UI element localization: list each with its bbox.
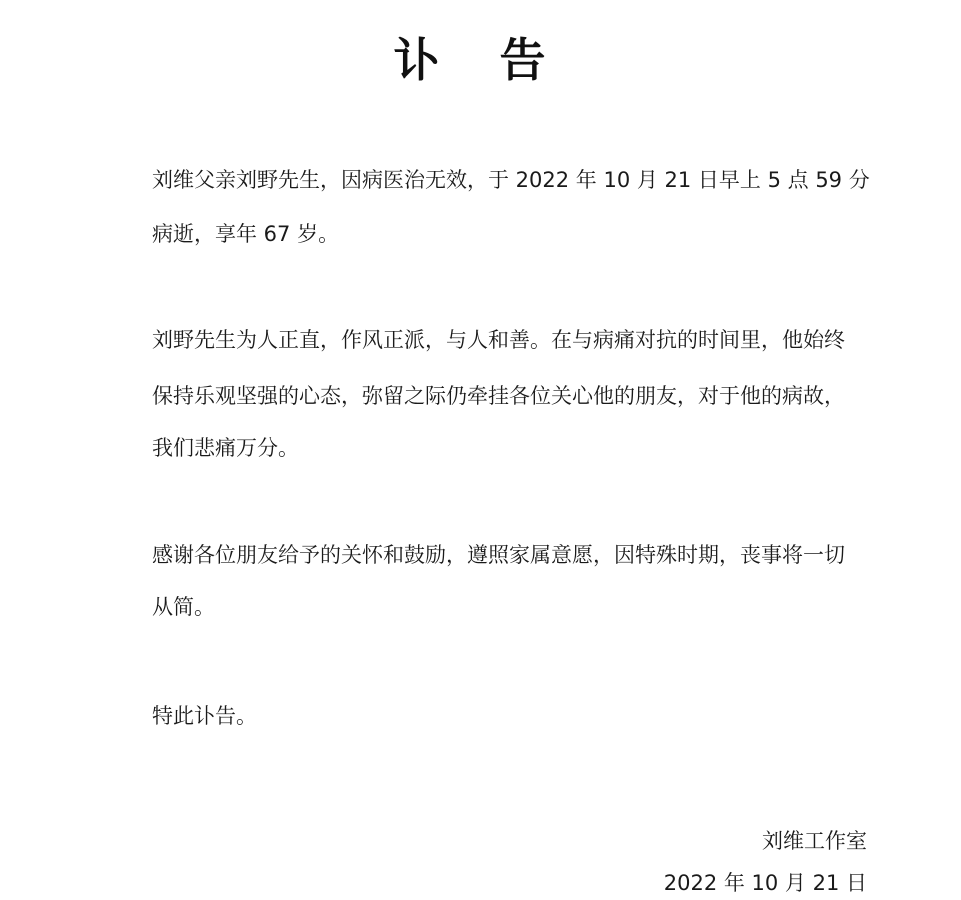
closing-line: 特此讣告。	[152, 704, 257, 728]
signature-studio: 刘维工作室	[762, 829, 867, 853]
document-title: 讣 告	[393, 33, 568, 87]
paragraph-2-line-1: 刘野先生为人正直，作风正派，与人和善。在与病痛对抗的时间里，他始终	[152, 328, 845, 352]
paragraph-2-line-2: 保持乐观坚强的心态，弥留之际仍牵挂各位关心他的朋友，对于他的病故，	[152, 384, 845, 408]
paragraph-3-line-2: 从简。	[152, 595, 215, 619]
paragraph-2-line-3: 我们悲痛万分。	[152, 436, 299, 460]
paragraph-1-line-1: 刘维父亲刘野先生，因病医治无效，于 2022 年 10 月 21 日早上 5 点 59 分	[152, 168, 870, 192]
paragraph-1-line-2: 病逝，享年 67 岁。	[152, 222, 340, 246]
paragraph-3-line-1: 感谢各位朋友给予的关怀和鼓励，遵照家属意愿，因特殊时期，丧事将一切	[152, 543, 845, 567]
signature-date: 2022 年 10 月 21 日	[663, 871, 867, 895]
